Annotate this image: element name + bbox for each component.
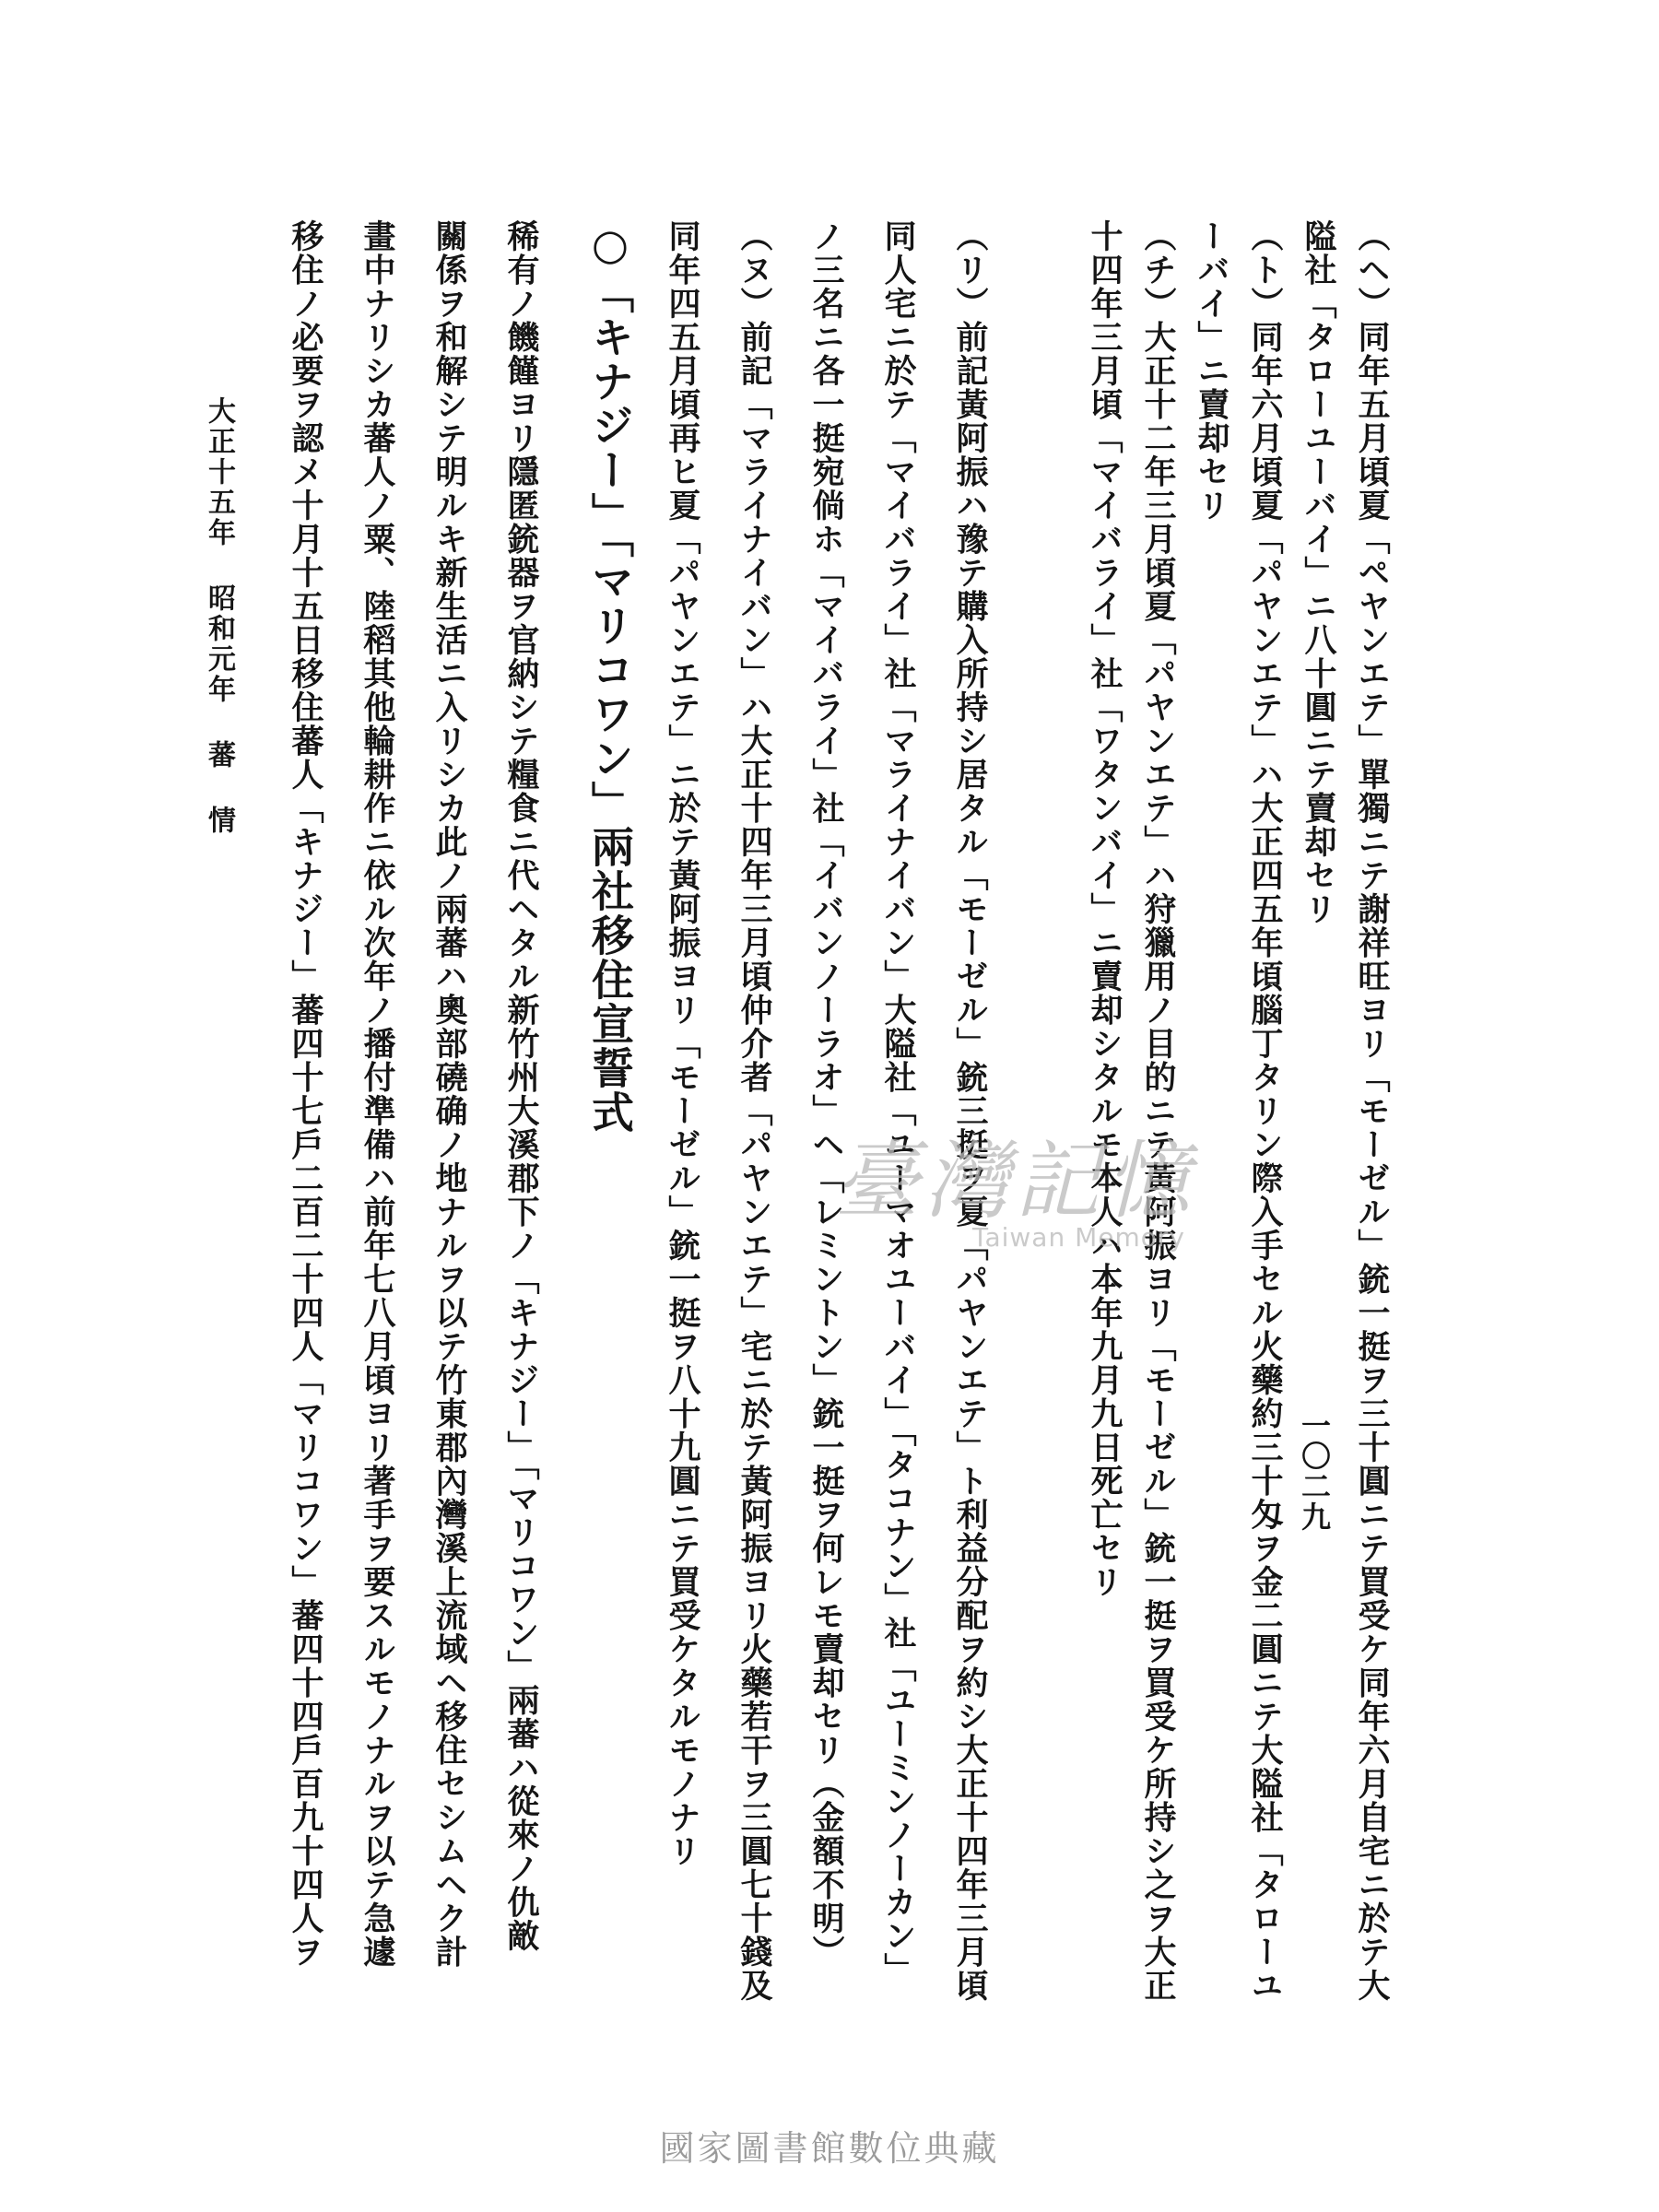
text-column-5: （チ）大正十二年三月頃夏「パヤンエテ」ハ狩獵用ノ目的ニテ黃阿振ヨリ「モーゼル」銃一挺ヲ買受ケ所持シ之ヲ大正 (1139, 219, 1177, 2003)
text-column-1: （ヘ）同年五月頃夏「ペヤンエテ」單獨ニテ謝祥旺ヨリ「モーゼル」銃一挺ヲ三十圓ニテ買受ケ同年六月自宅ニ於テ大 (1353, 219, 1391, 2003)
text-column-7: （リ）前記黃阿振ハ豫テ購入所持シ居タル「モーゼル」銃三挺ヲ夏「パヤンエテ」ト利益分配ヲ約シ大正十四年三月頃 (951, 219, 989, 2003)
watermark-subtitle: Taiwan Memory (972, 1222, 1185, 1253)
text-column-6: 十四年三月頃「マイバライ」社「ワタンバイ」ニ賣却シタルモ本人ハ本年九月九日死亡セリ (1086, 219, 1124, 1599)
text-column-9: ノ三名ニ各一挺宛倘ホ「マイバライ」社「イバンノーラオ」ヘ「レミントン」銃一挺ヲ何レモ賣却セリ（金額不明） (807, 219, 845, 1969)
text-column-13: 稀有ノ饑饉ヨリ隱匿銃器ヲ官納シテ糧食ニ代ヘタル新竹州大溪郡下ノ「キナジー」「マリコワン」兩蕃ハ從來ノ仇敵 (502, 219, 540, 1953)
running-header: 大正十五年 昭和元年 蕃 情 (203, 396, 235, 836)
text-column-4: ーバイ」ニ賣却セリ (1193, 219, 1230, 523)
text-column-3: （ト）同年六月頃夏「パヤンエテ」ハ大正四五年頃腦丁タリン際入手セル火藥約三十匁ヲ金二圓ニテ大隘社「タローユ (1246, 219, 1284, 2003)
text-column-16: 移住ノ必要ヲ認メ十月十五日移住蕃人「キナジー」蕃四十七戶二百二十四人「マリコワン」蕃四十四戶百九十四人ヲ (287, 219, 324, 1969)
watermark-title: 臺灣記憶 (834, 1132, 1196, 1230)
text-column-8: 同人宅ニ於テ「マイバライ」社「マライナイバン」大隘社「ユーマオユーバイ」「タコナン」社「ユーミンノーカン」 (879, 219, 917, 1986)
text-column-15: 畫中ナリシカ蕃人ノ粟、陸稻其他輪耕作ニ依ル次年ノ播付準備ハ前年七八月頃ヨリ著手ヲ要スルモノナルヲ以テ急遽 (359, 219, 396, 1969)
section-heading: ○「キナジー」「マリコワン」兩社移住宣誓式 (585, 219, 635, 1135)
text-column-10: （ヌ）前記「マライナイバン」ハ大正十四年三月頃仲介者「パヤンエテ」宅ニ於テ黃阿振ヨリ火藥若干ヲ三圓七十錢及 (735, 219, 773, 2003)
text-column-2: 隘社「タローユーバイ」ニ八十圓ニテ賣却セリ (1300, 219, 1337, 926)
footer-collection-label: 國家圖書館數位典藏 (659, 2128, 1000, 2169)
text-column-14: 關係ヲ和解シテ明ルキ新生活ニ入リシカ此ノ兩蕃ハ奧部磽确ノ地ナルヲ以テ竹東郡內灣溪上流域ヘ移住セシムヘク計 (430, 219, 468, 1969)
text-column-11: 同年四五月頃再ヒ夏「パヤンエテ」ニ於テ黃阿振ヨリ「モーゼル」銃一挺ヲ八十九圓ニテ買受ケタルモノナリ (664, 219, 701, 1868)
page-number: 一〇二九 (1297, 1410, 1332, 1532)
